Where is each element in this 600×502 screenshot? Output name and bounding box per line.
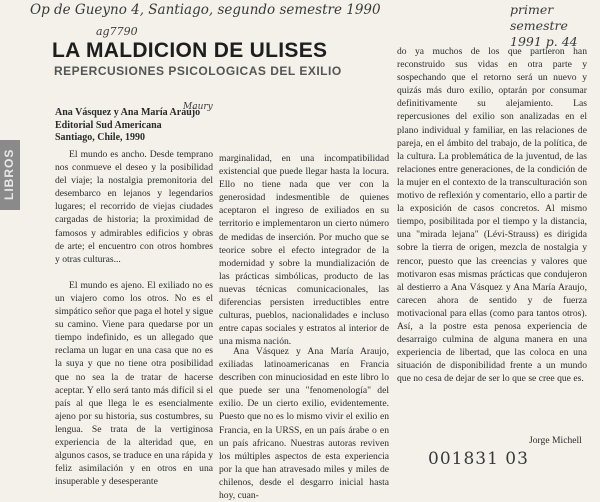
handwritten-reference-number: ag7790 [96,25,138,38]
book-authors: Ana Vásquez y Ana María Araujo [55,107,201,118]
article-subtitle: REPERCUSIONES PSICOLOGICAS DEL EXILIO [54,64,342,78]
book-place-year: Santiago, Chile, 1990 [55,132,146,143]
section-tab-label: LIBROS [2,148,16,200]
archive-code: 001831 03 [428,449,529,469]
article-title: LA MALDICION DE ULISES [52,39,328,62]
book-publisher: Editorial Sud Americana [55,119,162,131]
handwritten-source-note: Op de Gueyno 4, Santiago, segundo semestre 1990 [30,2,381,18]
paragraph: El mundo es ancho. Desde temprano nos conmueve el deseo y la posibilidad del viaje; la nostalgia premonitoria del desembarco en lejanos y legendarios lugares; el recorrido de viejas ciudades cargadas de historia; la proximidad de famosos y admirables edificios y obras de arte; el encuentro con otros hombres y otras culturas... [55,149,213,265]
review-author: Jorge Michell [529,435,582,446]
section-tab [0,140,20,210]
handwritten-date-note: primer semestre 1991 p. 44 [510,2,578,49]
paragraph: El mundo es ajeno. El exiliado no es un viajero como los otros. No es el simpático señor que paga el hotel y sigue su camino. Viene para quedarse por un tiempo indefinido, es un allegado que reclama un lugar en una casa que no es la suya y que no tiene otra posibilidad que no sea la de tratar de hacerse aceptar. Y ello será tanto más difícil si el país al que llega le es esencialmente ajeno por su historia, sus costumbres, su lengua. Se trata de la vertiginosa experiencia de la alteridad que, en algunos casos, se traduce en una rápida y feliz asimilación y en otros en una insuperable y desesperante [55,279,213,488]
paragraph: marginalidad, en una incompatibilidad existencial que puede llegar hasta la locura. Ello no tiene nada que ver con la generosidad indesmentible de quienes aceptaron el ingreso de exiliados en su territorio e implementaron un cierto número de medidas de inserción. Por mucho que se teorice sobre el efecto integrador de la modernidad y sobre la mundialización de las prácticas simbólicas, producto de las nuevas técnicas comunicacionales, las diferencias persisten irreductibles entre culturas, pueblos, nacionalidades e incluso entre capas sociales y estratos al interior de una misma nación. [219,153,389,348]
bibliographic-info [55,107,220,145]
paragraph: do ya muchos de los que partieron han reconstruido sus vidas en otra parte y sospechando que el retorno será un nuevo y quizás más duro exilio, optarán por consumar definitivamente su alejamiento. Las repercusiones del exilio son analizadas en el plano individual y familiar, en las relaciones de pareja, en el ámbito del trabajo, de la política, de la cultura. La problemática de la juventud, de las relaciones entre generaciones, de la condición de la mujer en el contexto de la transculturación son motivo de reflexión y comentario, ello a partir de la exposición de casos concretos. Al mismo tiempo, posibilitada por el tiempo y la distancia, una "mirada lejana" (Lévi-Strauss) es dirigida sobre la tierra de origen, mezcla de nostalgia y rencor, puesto que las creencias y valores que motivaron esas mismas prácticas que condujeron al destierro a Ana Vásquez y Ana María Araujo, carecen ahora de sentido y de fuerza motivacional para ellas (como para tantos otros). Así, a la postre esta penosa experiencia de desarraigo culmina de alguna manera en una experiencia de libertad, que las coloca en una situación de disponibilidad frente a un mundo que no cesa de dejar de ser lo que se cree que es. [397,46,587,385]
text-column-2-continued [219,345,389,502]
text-column-1 [55,148,213,488]
handwritten-name-note: Maury [183,102,213,112]
paragraph: Ana Vásquez y Ana María Araujo, exiliadas latinoamericanas en Francia describen con minuciosidad en este libro lo que puede ser una "fenomenología" del exilio. De un cierto exilio, evidentemente. Puesto que no es lo mismo vivir el exilio en Francia, en la URSS, en un país árabe o en un país africano. Nuestras autoras reviven los múltiples aspectos de esta experiencia por la que han atravesado miles y miles de chilenos, desde el desgarro inicial hasta hoy, cuan- [219,346,389,502]
text-column-3 [397,45,587,385]
text-column-2 [219,152,389,348]
